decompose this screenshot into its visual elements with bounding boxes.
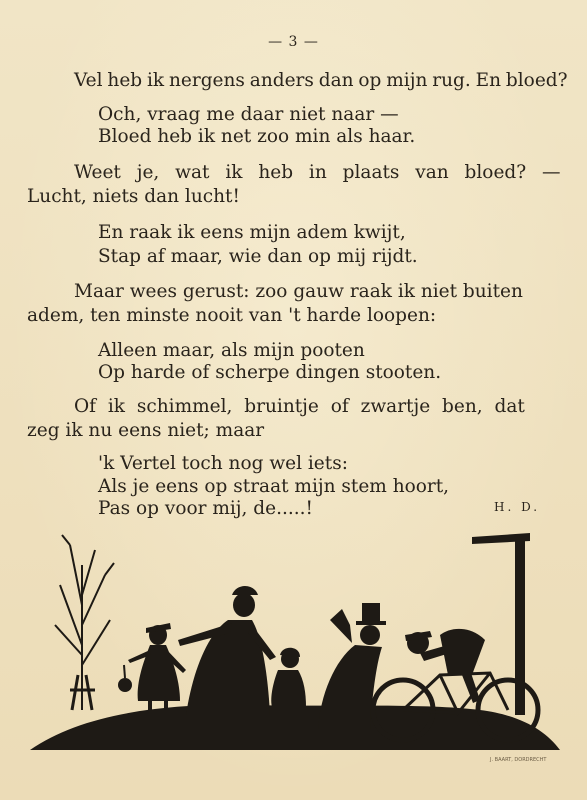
text-line: Lucht, niets dan lucht! bbox=[27, 186, 240, 207]
text-line: zeg ik nu eens niet; maar bbox=[27, 420, 265, 441]
text-line: Op harde of scherpe dingen stooten. bbox=[98, 362, 442, 383]
text-line: Och, vraag me daar niet naar — bbox=[98, 104, 399, 125]
text-line: Maar wees gerust: zoo gauw raak ik niet buiten bbox=[74, 281, 523, 302]
silhouette-illustration bbox=[0, 525, 587, 760]
text-line: Of ik schimmel, bruintje of zwartje ben, dat bbox=[74, 396, 525, 417]
text-line: Vel heb ik nergens anders dan op mijn rug. En bloed? bbox=[74, 70, 568, 91]
text-line: 'k Vertel toch nog wel iets: bbox=[98, 453, 348, 474]
page-number: — 3 — bbox=[268, 34, 319, 50]
printer-mark: J. BAART, DORDRECHT bbox=[490, 757, 547, 763]
tree-icon bbox=[55, 535, 114, 710]
signpost-icon bbox=[472, 533, 530, 715]
text-line: Weet je, wat ik heb in plaats van bloed? — bbox=[74, 162, 561, 183]
text-line: Stap af maar, wie dan op mij rijdt. bbox=[98, 246, 418, 267]
author-signature: H. D. bbox=[494, 500, 541, 514]
text-line: Als je eens op straat mijn stem hoort, bbox=[98, 476, 450, 497]
text-line: Alleen maar, als mijn pooten bbox=[98, 340, 365, 361]
text-line: adem, ten minste nooit van 't harde loopen: bbox=[27, 305, 437, 326]
text-line: Pas op voor mij, de.....! bbox=[98, 498, 313, 519]
text-line: Bloed heb ik net zoo min als haar. bbox=[98, 126, 416, 147]
text-line: En raak ik eens mijn adem kwijt, bbox=[98, 222, 406, 243]
woman-figure bbox=[178, 586, 276, 715]
